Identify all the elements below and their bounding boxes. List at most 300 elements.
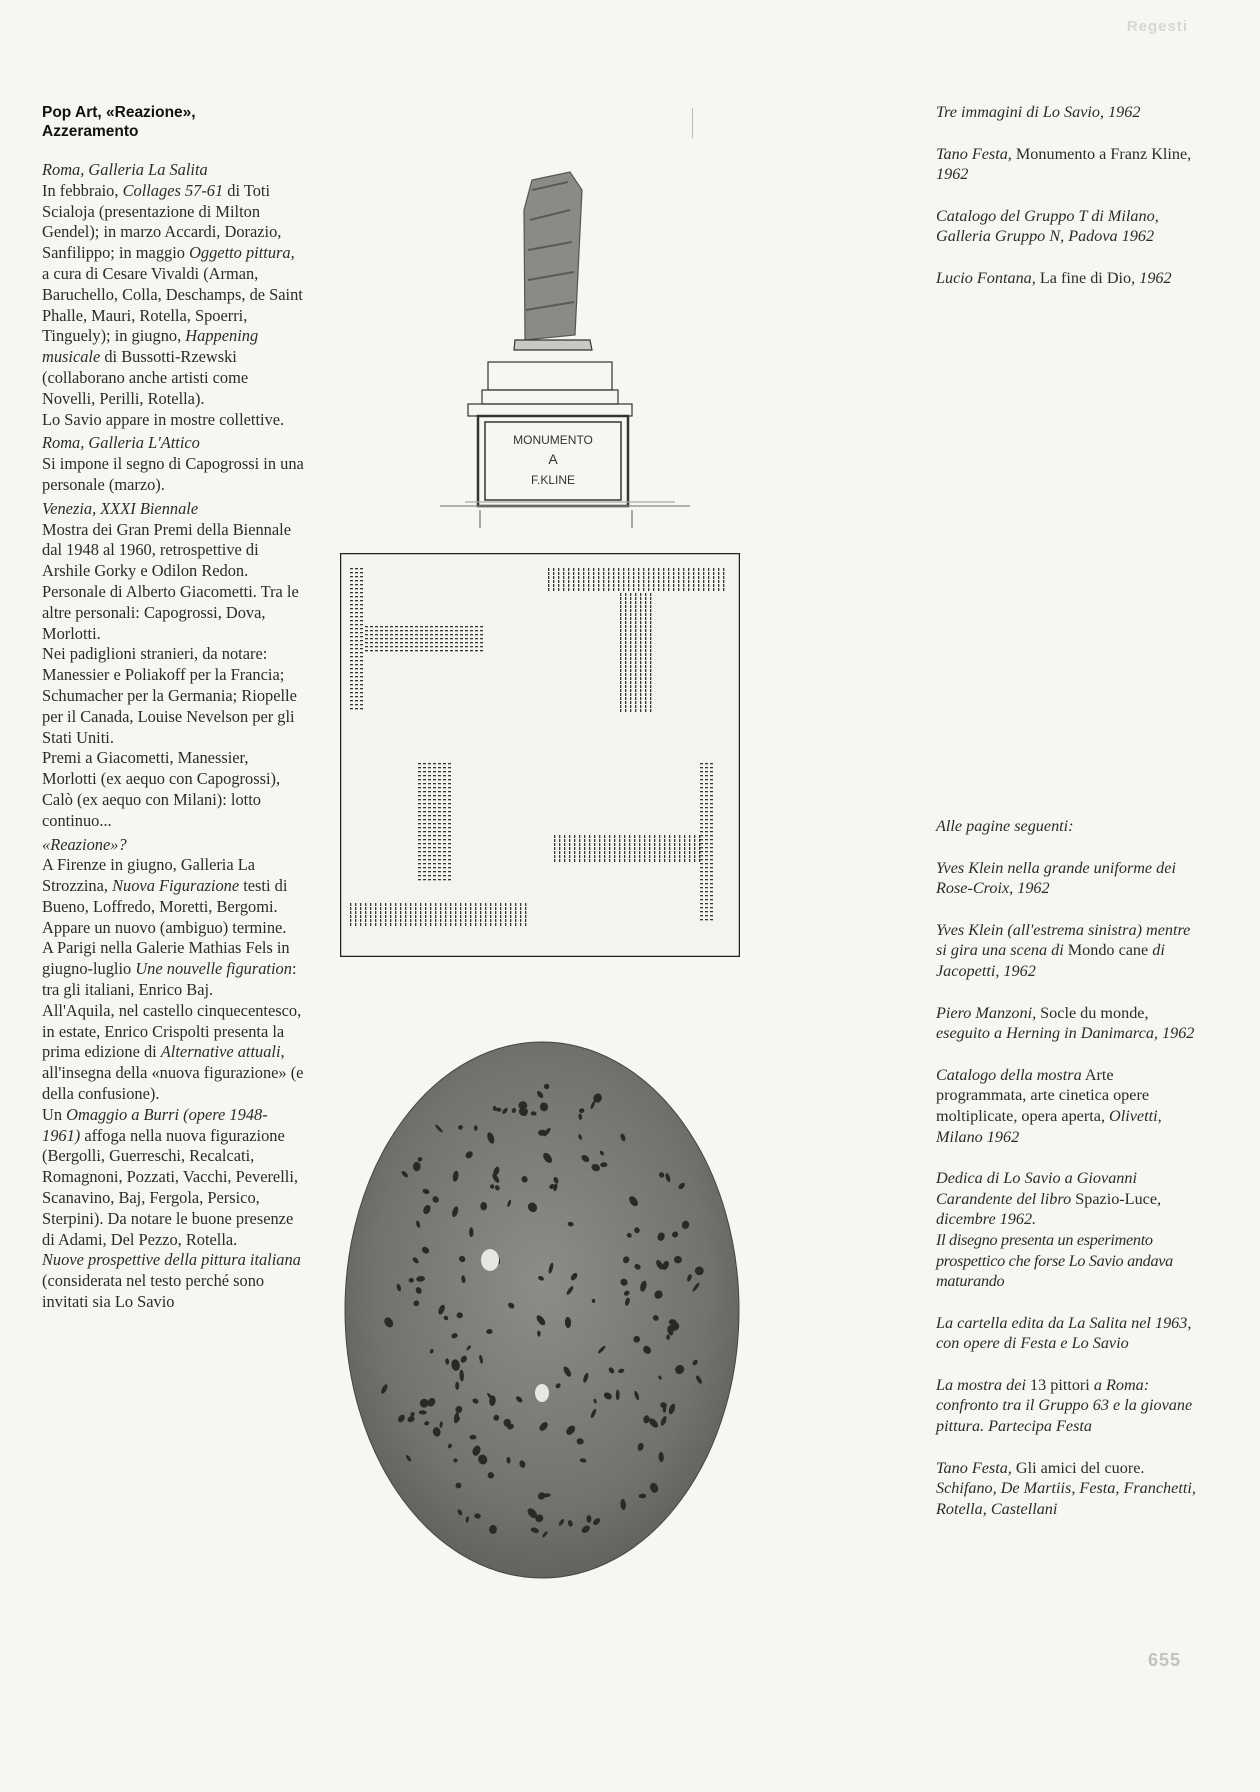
pattern-mark	[658, 572, 659, 575]
pattern-mark	[594, 851, 595, 854]
pattern-mark	[443, 803, 446, 804]
pattern-mark	[500, 907, 501, 910]
caption-artist: Tano Festa,	[936, 1458, 1012, 1477]
pattern-mark	[440, 626, 443, 627]
pattern-mark	[659, 847, 660, 850]
pattern-mark	[360, 580, 363, 581]
pattern-mark	[350, 600, 353, 601]
pattern-mark	[440, 903, 441, 906]
pattern-mark	[699, 855, 700, 858]
pattern-mark	[705, 795, 708, 796]
pattern-mark	[443, 851, 446, 852]
pattern-mark	[355, 572, 358, 573]
pattern-mark	[645, 653, 646, 656]
pattern-mark	[698, 588, 699, 591]
pattern-mark	[360, 704, 363, 705]
pattern-mark	[618, 568, 619, 571]
pattern-mark	[445, 626, 448, 627]
pattern-mark	[480, 634, 483, 635]
pattern-mark	[653, 568, 654, 571]
pattern-mark	[365, 911, 366, 914]
pattern-mark	[430, 923, 431, 926]
pattern-mark	[633, 588, 634, 591]
text-run: Lo Savio appare in mostre collettive.	[42, 409, 285, 429]
pattern-mark	[370, 634, 373, 635]
pattern-mark	[438, 771, 441, 772]
pattern-mark	[668, 568, 669, 571]
pattern-mark	[438, 859, 441, 860]
pattern-mark	[438, 847, 441, 848]
pattern-mark	[700, 775, 703, 776]
text-run: testi di Bueno, Loffredo, Moretti, Bergomi. Appare un nuovo (ambiguo) termine.	[42, 876, 288, 937]
pattern-mark	[360, 907, 361, 910]
pattern-mark	[664, 847, 665, 850]
pattern-mark	[365, 646, 368, 647]
pattern-mark	[568, 576, 569, 579]
pattern-mark	[385, 638, 388, 639]
pattern-mark	[635, 697, 636, 700]
pattern-mark	[450, 630, 453, 631]
pattern-mark	[705, 867, 708, 868]
pattern-mark	[679, 839, 680, 842]
pattern-mark	[515, 919, 516, 922]
pattern-mark	[495, 923, 496, 926]
pattern-mark	[433, 859, 436, 860]
pattern-mark	[375, 919, 376, 922]
pattern-mark	[564, 839, 565, 842]
pattern-mark	[683, 580, 684, 583]
pattern-mark	[505, 919, 506, 922]
pattern-mark	[510, 919, 511, 922]
pattern-mark	[355, 588, 358, 589]
pattern-mark	[658, 568, 659, 571]
pattern-mark	[415, 630, 418, 631]
pattern-mark	[438, 807, 441, 808]
pattern-mark	[554, 847, 555, 850]
pattern-mark	[648, 588, 649, 591]
pattern-mark	[634, 839, 635, 842]
pattern-mark	[475, 650, 478, 651]
pattern-mark	[635, 709, 636, 712]
pattern-mark	[698, 584, 699, 587]
pattern-mark	[705, 883, 708, 884]
pattern-mark	[584, 855, 585, 858]
pattern-mark	[668, 572, 669, 575]
pattern-mark	[688, 572, 689, 575]
pattern-mark	[415, 923, 416, 926]
pattern-mark	[355, 919, 356, 922]
pattern-mark	[668, 588, 669, 591]
pattern-mark	[360, 684, 363, 685]
pattern-mark	[625, 593, 626, 596]
pattern-mark	[355, 911, 356, 914]
pattern-mark	[450, 903, 451, 906]
pattern-mark	[658, 584, 659, 587]
pattern-mark	[360, 628, 363, 629]
pattern-mark	[564, 855, 565, 858]
pattern-mark	[423, 831, 426, 832]
pattern-mark	[620, 641, 621, 644]
pattern-mark	[375, 903, 376, 906]
pattern-mark	[599, 851, 600, 854]
pattern-mark	[579, 839, 580, 842]
pattern-mark	[578, 572, 579, 575]
egg-perforation	[616, 1390, 620, 1401]
pattern-mark	[360, 648, 363, 649]
pattern-mark	[438, 827, 441, 828]
pattern-mark	[645, 633, 646, 636]
pattern-mark	[639, 839, 640, 842]
pattern-mark	[428, 823, 431, 824]
pattern-mark	[645, 593, 646, 596]
pattern-mark	[448, 803, 451, 804]
pattern-mark	[443, 787, 446, 788]
pattern-mark	[618, 584, 619, 587]
pattern-mark	[684, 851, 685, 854]
pattern-mark	[350, 907, 351, 910]
pattern-mark	[443, 763, 446, 764]
pattern-mark	[638, 568, 639, 571]
pattern-mark	[604, 847, 605, 850]
pattern-mark	[360, 911, 361, 914]
pattern-mark	[699, 839, 700, 842]
pattern-mark	[630, 665, 631, 668]
pattern-mark	[495, 915, 496, 918]
pattern-mark	[645, 685, 646, 688]
pattern-mark	[440, 650, 443, 651]
pattern-mark	[564, 835, 565, 838]
pattern-mark	[495, 911, 496, 914]
pattern-mark	[635, 609, 636, 612]
pattern-mark	[554, 843, 555, 846]
pattern-mark	[684, 859, 685, 862]
pattern-mark	[625, 697, 626, 700]
pattern-mark	[640, 593, 641, 596]
pattern-mark	[684, 847, 685, 850]
pattern-mark	[700, 879, 703, 880]
pattern-mark	[443, 775, 446, 776]
pattern-mark	[470, 634, 473, 635]
pattern-mark	[365, 626, 368, 627]
pattern-mark	[433, 815, 436, 816]
pattern-mark	[710, 835, 713, 836]
pattern-mark	[450, 915, 451, 918]
pattern-mark	[395, 646, 398, 647]
pattern-mark	[620, 593, 621, 596]
pattern-mark	[679, 835, 680, 838]
caption-monumento	[936, 144, 1196, 185]
pattern-mark	[700, 787, 703, 788]
pattern-mark	[448, 807, 451, 808]
pattern-mark	[705, 763, 708, 764]
pattern-mark	[635, 681, 636, 684]
pattern-mark	[360, 700, 363, 701]
pattern-mark	[405, 634, 408, 635]
pattern-mark	[614, 839, 615, 842]
pattern-mark	[623, 588, 624, 591]
pattern-mark	[603, 580, 604, 583]
pattern-mark	[433, 803, 436, 804]
pattern-mark	[428, 787, 431, 788]
pattern-mark	[653, 576, 654, 579]
pattern-mark	[648, 580, 649, 583]
pattern-mark	[438, 863, 441, 864]
pattern-mark	[438, 867, 441, 868]
pattern-mark	[525, 915, 526, 918]
pattern-mark	[470, 911, 471, 914]
place-heading: Venezia, XXXI Biennale	[42, 498, 199, 518]
pattern-mark	[520, 915, 521, 918]
pattern-mark	[635, 665, 636, 668]
pattern-mark	[375, 907, 376, 910]
pattern-mark	[705, 863, 708, 864]
pattern-mark	[423, 867, 426, 868]
pattern-mark	[428, 875, 431, 876]
pattern-mark	[563, 588, 564, 591]
caption-title: Arte programmata, arte cinetica opere moltiplicate, opera aperta,	[936, 1065, 1150, 1125]
pattern-mark	[365, 638, 368, 639]
pattern-mark	[370, 638, 373, 639]
pattern-mark	[718, 580, 719, 583]
pattern-mark	[350, 620, 353, 621]
pattern-mark	[639, 859, 640, 862]
pattern-mark	[698, 568, 699, 571]
pattern-mark	[400, 903, 401, 906]
pattern-mark	[629, 859, 630, 862]
pattern-mark	[470, 626, 473, 627]
pattern-mark	[625, 677, 626, 680]
pattern-mark	[430, 915, 431, 918]
egg-perforation	[587, 1515, 592, 1523]
pattern-mark	[678, 584, 679, 587]
pattern-mark	[423, 839, 426, 840]
pattern-mark	[710, 855, 713, 856]
pattern-mark	[648, 584, 649, 587]
pattern-mark	[679, 847, 680, 850]
pattern-mark	[609, 859, 610, 862]
pattern-mark	[625, 653, 626, 656]
pattern-mark	[558, 572, 559, 575]
pattern-mark	[700, 791, 703, 792]
pattern-mark	[455, 630, 458, 631]
pattern-mark	[638, 580, 639, 583]
pattern-mark	[640, 625, 641, 628]
pattern-mark	[360, 616, 363, 617]
pattern-mark	[355, 704, 358, 705]
pattern-mark	[705, 887, 708, 888]
pattern-mark	[395, 919, 396, 922]
pattern-mark	[700, 891, 703, 892]
pattern-mark	[433, 847, 436, 848]
pattern-mark	[380, 923, 381, 926]
pattern-mark	[480, 626, 483, 627]
pattern-mark	[624, 843, 625, 846]
pattern-mark	[390, 907, 391, 910]
pattern-mark	[505, 923, 506, 926]
pattern-mark	[620, 609, 621, 612]
pattern-mark	[443, 823, 446, 824]
pattern-mark	[428, 819, 431, 820]
pattern-mark	[360, 620, 363, 621]
pattern-mark	[689, 835, 690, 838]
pattern-mark	[689, 859, 690, 862]
pattern-mark	[569, 839, 570, 842]
pattern-mark	[475, 911, 476, 914]
pattern-mark	[435, 923, 436, 926]
pattern-mark	[520, 919, 521, 922]
pattern-mark	[623, 576, 624, 579]
pattern-mark	[578, 584, 579, 587]
text-run: di Bussotti-Rzewski (collaborano anche artisti come Novelli, Perilli, Rotella).	[42, 347, 249, 408]
pattern-mark	[664, 851, 665, 854]
pattern-mark	[445, 642, 448, 643]
pattern-mark	[558, 568, 559, 571]
pattern-mark	[443, 827, 446, 828]
caption-text: Olivetti, Milano 1962	[936, 1106, 1162, 1146]
pattern-mark	[445, 634, 448, 635]
pattern-mark	[598, 588, 599, 591]
pattern-mark	[395, 915, 396, 918]
pattern-mark	[410, 911, 411, 914]
pattern-mark	[625, 685, 626, 688]
pattern-mark	[355, 652, 358, 653]
pattern-mark	[443, 771, 446, 772]
pattern-mark	[418, 875, 421, 876]
pattern-mark	[448, 863, 451, 864]
pattern-mark	[573, 588, 574, 591]
pattern-mark	[630, 649, 631, 652]
pattern-mark	[423, 863, 426, 864]
pattern-mark	[618, 572, 619, 575]
pattern-mark	[553, 572, 554, 575]
pattern-mark	[455, 903, 456, 906]
pattern-mark	[559, 859, 560, 862]
caption-text: La mostra dei	[936, 1375, 1026, 1394]
pattern-mark	[638, 576, 639, 579]
pattern-mark	[443, 839, 446, 840]
pattern-mark	[640, 605, 641, 608]
pattern-mark	[710, 775, 713, 776]
pattern-mark	[350, 676, 353, 677]
pattern-mark	[700, 795, 703, 796]
pattern-mark	[619, 855, 620, 858]
pattern-mark	[705, 879, 708, 880]
pattern-mark	[460, 923, 461, 926]
pattern-mark	[638, 588, 639, 591]
italic-title: Alternative attuali	[160, 1042, 281, 1062]
pattern-mark	[620, 605, 621, 608]
pattern-mark	[679, 843, 680, 846]
pattern-mark	[624, 851, 625, 854]
pattern-mark	[588, 568, 589, 571]
pattern-mark	[470, 642, 473, 643]
caption-artist: Tano Festa,	[936, 144, 1012, 163]
italic-title: Nuove prospettive della pittura italiana	[42, 1250, 301, 1270]
pattern-mark	[445, 915, 446, 918]
pattern-mark	[375, 638, 378, 639]
text-run: di Toti Scialoja (presentazione di Milton Gendel); in marzo Accardi, Dorazio, Sanfilippo; in maggio	[42, 180, 282, 263]
pattern-mark	[448, 879, 451, 880]
pattern-mark	[350, 696, 353, 697]
pattern-mark	[553, 588, 554, 591]
pattern-mark	[710, 843, 713, 844]
pattern-mark	[350, 923, 351, 926]
pattern-mark	[428, 827, 431, 828]
pattern-mark	[448, 831, 451, 832]
pattern-mark	[625, 649, 626, 652]
pattern-mark	[400, 642, 403, 643]
pattern-mark	[640, 669, 641, 672]
pattern-mark	[710, 763, 713, 764]
pattern-mark	[614, 847, 615, 850]
pattern-mark	[640, 697, 641, 700]
pattern-mark	[420, 903, 421, 906]
pattern-mark	[448, 779, 451, 780]
pattern-mark	[574, 835, 575, 838]
pattern-mark	[460, 911, 461, 914]
pattern-mark	[390, 923, 391, 926]
pattern-mark	[684, 839, 685, 842]
pattern-mark	[428, 811, 431, 812]
caption-13-pittori	[936, 1375, 1196, 1437]
pattern-mark	[438, 811, 441, 812]
pattern-mark	[433, 831, 436, 832]
pattern-mark	[649, 855, 650, 858]
pattern-mark	[428, 807, 431, 808]
pattern-mark	[395, 903, 396, 906]
pattern-mark	[630, 625, 631, 628]
pattern-mark	[405, 642, 408, 643]
pattern-mark	[650, 633, 651, 636]
pattern-mark	[678, 580, 679, 583]
caption-text: Il disegno presenta un esperimento prospettico che forse Lo Savio andava maturando	[936, 1230, 1173, 1291]
captions-bottom	[936, 816, 1196, 1540]
pattern-mark	[630, 637, 631, 640]
pattern-mark	[360, 588, 363, 589]
pattern-mark	[705, 823, 708, 824]
pattern-mark	[355, 680, 358, 681]
pattern-mark	[653, 572, 654, 575]
pattern-mark	[400, 650, 403, 651]
pattern-mark	[689, 839, 690, 842]
pattern-mark	[673, 584, 674, 587]
pattern-mark	[625, 637, 626, 640]
pattern-mark	[620, 621, 621, 624]
pattern-mark	[410, 642, 413, 643]
pattern-mark	[415, 646, 418, 647]
pattern-mark	[598, 580, 599, 583]
pattern-mark	[480, 911, 481, 914]
pattern-mark	[620, 677, 621, 680]
pattern-mark	[428, 871, 431, 872]
pattern-mark	[673, 568, 674, 571]
pattern-mark	[390, 650, 393, 651]
pattern-mark	[448, 867, 451, 868]
pattern-mark	[355, 616, 358, 617]
pattern-mark	[433, 807, 436, 808]
pattern-mark	[564, 859, 565, 862]
pattern-mark	[448, 859, 451, 860]
pattern-mark	[360, 592, 363, 593]
pattern-mark	[350, 903, 351, 906]
pattern-mark	[430, 626, 433, 627]
pattern-mark	[443, 767, 446, 768]
pattern-mark	[433, 795, 436, 796]
caption-tre-immagini	[936, 102, 1196, 123]
pattern-mark	[448, 775, 451, 776]
pattern-mark	[648, 568, 649, 571]
pattern-mark	[650, 661, 651, 664]
